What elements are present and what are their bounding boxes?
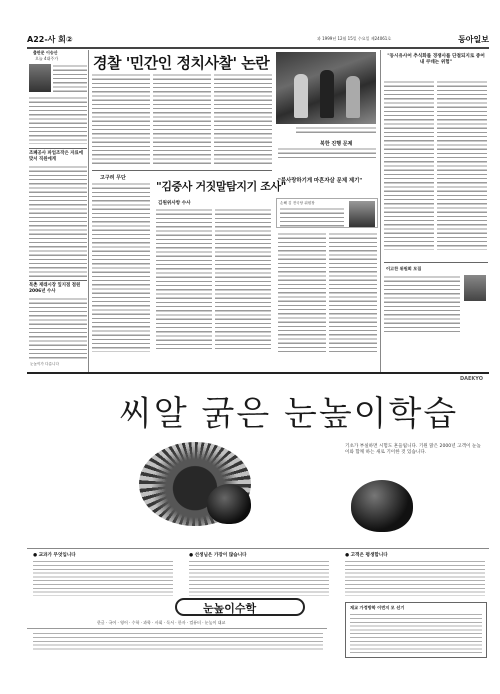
mid-body-col-2	[215, 208, 271, 352]
ad-side-box	[345, 602, 487, 658]
main-body-col-2	[153, 73, 211, 167]
right-mid-body-1	[278, 232, 326, 352]
ad-bottom-rule	[27, 628, 327, 629]
mid-body-col-1	[156, 208, 212, 352]
ad-col1-title: ● 교과가 무엇입니다	[33, 553, 76, 558]
col-rule-right	[380, 50, 381, 372]
ad-side-box-text	[350, 613, 482, 655]
right-mid-person-label: 이고찬 위원회 모집	[386, 266, 422, 271]
right-mid-body-2	[329, 232, 377, 352]
main-headline: 경찰 '민간인 정치사찰' 논란	[93, 54, 270, 72]
ad-col1-text	[33, 560, 173, 596]
paper-name: 동아일보	[458, 35, 489, 44]
chestnut-2-illustration	[351, 480, 413, 532]
mid-left-body	[92, 182, 150, 352]
chestnut-1-illustration	[207, 484, 251, 524]
ad-col3-text	[345, 560, 485, 596]
right-divider	[384, 262, 488, 263]
right-top-headline: "동시유사어 추식화를 경쟁사를 단절되지로 중어내 쿠데는 위험"	[387, 54, 485, 65]
ad-col3-title: ● 고객은 평생합니다	[345, 553, 388, 558]
photo-side-text	[296, 126, 376, 136]
dateline: 과 1999년 12월 15일 수요일 제24061호	[317, 36, 392, 41]
left-text-block-4	[29, 297, 87, 359]
photo-figure-3	[346, 76, 360, 118]
left-text-block-2	[29, 96, 87, 144]
ad-headline: 씨알 굵은 눈높이학습	[119, 394, 459, 434]
mid-subhead: 김원위사항 수사	[158, 201, 191, 206]
right-mid-headline: "불사랑하기게 마흔자살 문제 제기"	[278, 178, 363, 184]
ad-col2-title: ● 선생님은 가장이 많습니다	[189, 553, 247, 558]
photo-caption-left: 눈높이가 다름니다	[30, 362, 59, 366]
ad-bottom-text	[33, 632, 323, 652]
left-text-block-1	[53, 64, 87, 94]
ad-logo: DAEKYO	[459, 376, 483, 382]
header-rule	[27, 47, 489, 49]
main-divider	[92, 170, 272, 171]
main-body-col-1	[92, 73, 150, 167]
left-text-block-3	[29, 165, 87, 277]
left-divider-2	[29, 280, 87, 281]
advertisement	[27, 376, 489, 666]
left-story3-headline: 북촌 재래시장 잎지점 점원 2006년 수사	[29, 283, 81, 294]
mid-headline: "김중사 거짓말탐지기 조사"	[156, 180, 287, 193]
news-photo	[276, 52, 376, 124]
left-story2-headline: 조폐공사 파업조작은 자료에 맞서 직원에게	[29, 151, 83, 162]
ad-side-box-title: 재교 가정방학 이번지 모 선기	[350, 605, 405, 610]
right-person-photo	[464, 275, 486, 301]
ad-top-rule	[27, 372, 489, 374]
photo-caption-text	[278, 147, 376, 161]
photo-caption-title: 북한 진행 문제	[320, 141, 353, 147]
main-body-col-3	[214, 73, 272, 167]
mid-section-label: 고구려 무단	[100, 175, 126, 181]
right-top-body-1	[384, 80, 434, 250]
left-column	[27, 50, 87, 370]
right-mid-boxed-item	[276, 198, 378, 228]
brand-name: 눈높이수학	[203, 602, 257, 615]
ad-mid-rule	[27, 548, 489, 549]
left-byline: 출판문 이승산	[33, 50, 58, 55]
col-rule-1	[88, 50, 89, 372]
left-byline-sub: 오늘 4대주가	[35, 56, 59, 61]
photo-figure-2	[320, 70, 334, 118]
page-section-label: A22-사 회②	[27, 35, 73, 44]
ad-tagline: 기초가 부실하면 시험도 흔들립니다. 기원 맑은 2000년 고객이 눈높이와 함께 하는 새로 기이한 것 있습니다.	[345, 444, 481, 456]
ad-subjects: 한글 · 국어 · 영어 · 수학 · 과학 · 사회 · 독서 · 한자 · 컴퓨터 · 눈높이 대교	[97, 620, 226, 625]
right-mid-photo	[349, 201, 375, 227]
right-bottom-body	[384, 275, 460, 335]
columnist-photo	[29, 64, 51, 92]
photo-figure-1	[294, 74, 308, 118]
boxed-item-label: 손해 김 전국당 위원장	[280, 201, 315, 205]
left-divider-1	[29, 148, 87, 149]
brand-logo	[175, 598, 305, 616]
ad-col2-text	[189, 560, 329, 596]
boxed-item-text	[280, 207, 344, 227]
page-header	[27, 34, 489, 48]
right-top-body-2	[437, 80, 487, 250]
